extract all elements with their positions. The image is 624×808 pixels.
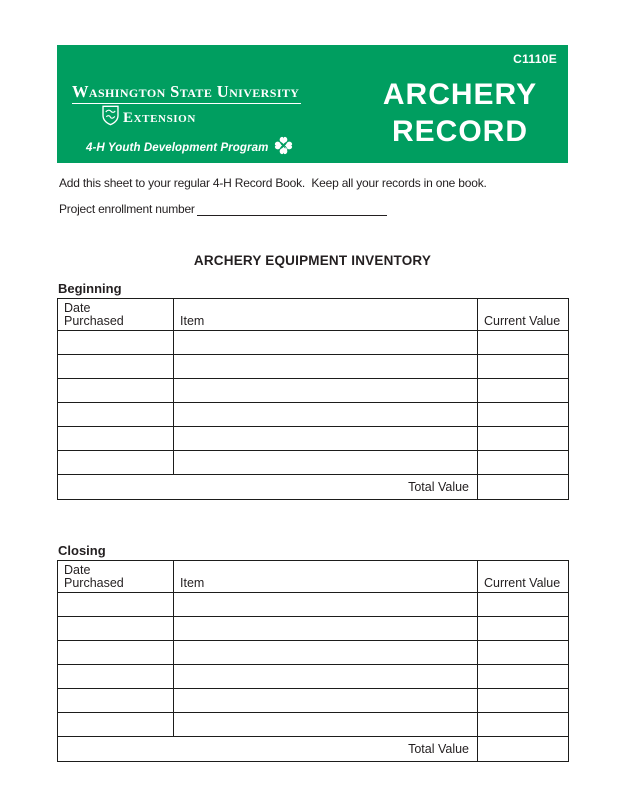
wsu-shield-icon	[102, 105, 119, 131]
item-cell[interactable]	[174, 713, 478, 737]
four-h-clover-icon	[273, 135, 294, 161]
beginning-section-label: Beginning	[58, 281, 122, 296]
beginning-table	[57, 298, 569, 500]
date-purchased-cell[interactable]	[58, 665, 174, 689]
date-purchased-cell[interactable]	[58, 689, 174, 713]
current-value-cell[interactable]	[478, 665, 569, 689]
item-cell[interactable]	[174, 689, 478, 713]
header-banner	[57, 45, 568, 163]
enrollment-blank-line[interactable]	[197, 203, 387, 216]
current-value-cell[interactable]	[478, 689, 569, 713]
date-purchased-cell[interactable]	[58, 427, 174, 451]
column-header-date-purchased: Date Purchased	[58, 299, 174, 331]
date-purchased-cell[interactable]	[58, 379, 174, 403]
current-value-cell[interactable]	[478, 379, 569, 403]
column-header-item: Item	[174, 561, 478, 593]
item-cell[interactable]	[174, 379, 478, 403]
enrollment-row	[59, 202, 568, 216]
table-row	[58, 593, 569, 617]
date-purchased-cell[interactable]	[58, 713, 174, 737]
date-purchased-cell[interactable]	[58, 617, 174, 641]
item-cell[interactable]	[174, 665, 478, 689]
current-value-cell[interactable]	[478, 451, 569, 475]
record-title-line2: RECORD	[391, 115, 528, 148]
beginning-header-row	[58, 299, 569, 331]
table-row	[58, 665, 569, 689]
item-cell[interactable]	[174, 403, 478, 427]
table-row	[58, 689, 569, 713]
date-purchased-cell[interactable]	[58, 451, 174, 475]
total-value-label: Total Value	[58, 737, 478, 762]
university-wordmark: Washington State University	[72, 82, 301, 104]
date-purchased-cell[interactable]	[58, 331, 174, 355]
closing-table	[57, 560, 569, 762]
column-header-date-purchased: Date Purchased	[58, 561, 174, 593]
item-cell[interactable]	[174, 617, 478, 641]
item-cell[interactable]	[174, 451, 478, 475]
record-title-line1: ARCHERY	[382, 78, 538, 111]
current-value-cell[interactable]	[478, 713, 569, 737]
total-row	[58, 475, 569, 500]
table-row	[58, 403, 569, 427]
wsu-extension-logo	[72, 82, 301, 161]
instruction-text: Add this sheet to your regular 4-H Record Book. Keep all your records in one book.	[59, 176, 487, 190]
current-value-cell[interactable]	[478, 427, 569, 451]
table-row	[58, 331, 569, 355]
table-row	[58, 379, 569, 403]
item-cell[interactable]	[174, 355, 478, 379]
current-value-cell[interactable]	[478, 331, 569, 355]
extension-wordmark: Extension	[123, 109, 196, 126]
item-cell[interactable]	[174, 427, 478, 451]
current-value-cell[interactable]	[478, 593, 569, 617]
total-value-cell[interactable]	[478, 737, 569, 762]
current-value-cell[interactable]	[478, 403, 569, 427]
table-row	[58, 427, 569, 451]
column-header-current-value: Current Value	[478, 561, 569, 593]
date-purchased-cell[interactable]	[58, 403, 174, 427]
current-value-cell[interactable]	[478, 355, 569, 379]
total-value-label: Total Value	[58, 475, 478, 500]
current-value-cell[interactable]	[478, 641, 569, 665]
total-row	[58, 737, 569, 762]
table-row	[58, 641, 569, 665]
table-row	[58, 617, 569, 641]
date-purchased-cell[interactable]	[58, 593, 174, 617]
inventory-heading: ARCHERY EQUIPMENT INVENTORY	[193, 253, 432, 268]
table-row	[58, 451, 569, 475]
table-row	[58, 355, 569, 379]
publication-code: C1110E	[513, 52, 557, 66]
table-row	[58, 713, 569, 737]
total-value-cell[interactable]	[478, 475, 569, 500]
column-header-current-value: Current Value	[478, 299, 569, 331]
item-cell[interactable]	[174, 331, 478, 355]
closing-section-label: Closing	[58, 543, 106, 558]
date-purchased-cell[interactable]	[58, 355, 174, 379]
item-cell[interactable]	[174, 593, 478, 617]
record-title	[351, 76, 569, 150]
column-header-item: Item	[174, 299, 478, 331]
enrollment-label: Project enrollment number	[59, 202, 195, 216]
form-page	[57, 45, 568, 762]
item-cell[interactable]	[174, 641, 478, 665]
program-name: 4-H Youth Development Program	[86, 142, 269, 154]
current-value-cell[interactable]	[478, 617, 569, 641]
date-purchased-cell[interactable]	[58, 641, 174, 665]
closing-header-row	[58, 561, 569, 593]
